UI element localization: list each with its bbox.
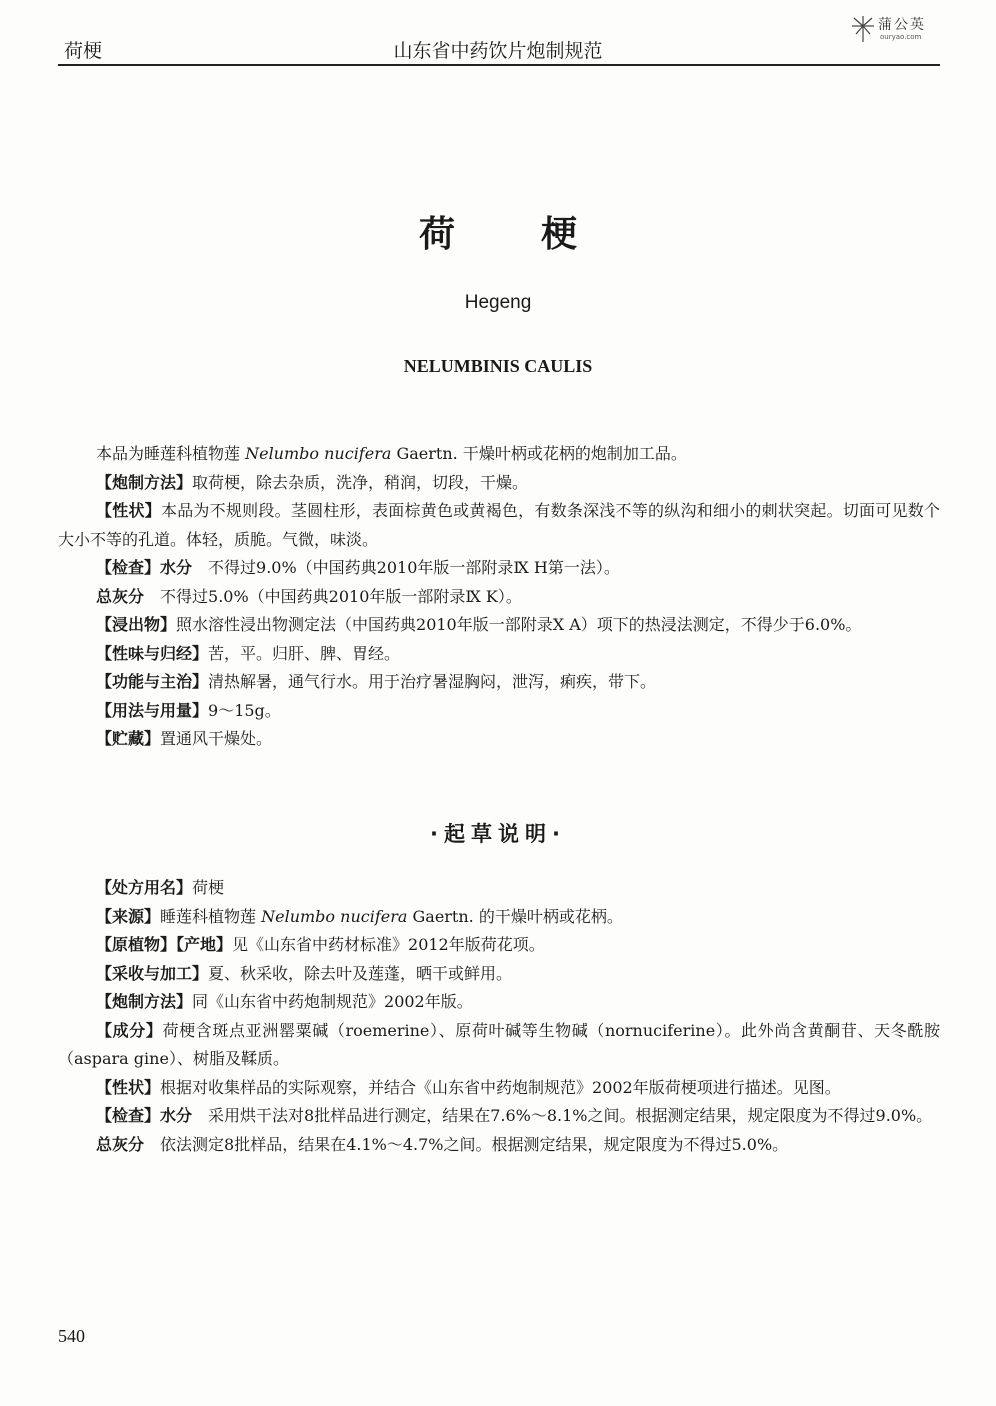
check-water-paragraph: 【检查】水分 不得过9.0%（中国药典2010年版一部附录Ⅸ H第一法）。 — [96, 558, 620, 577]
logo-text: 蒲公英 — [878, 17, 926, 33]
entry-pinyin: Hegeng — [464, 292, 532, 313]
harvest-paragraph: 【采收与加工】夏、秋采收，除去叶及莲蓬，晒干或鲜用。 — [96, 963, 513, 983]
usage-paragraph: 【用法与用量】9～15g。 — [96, 700, 281, 720]
storage-paragraph: 【贮藏】置通风干燥处。 — [96, 729, 273, 748]
entry-latin-name: NELUMBINIS CAULIS — [403, 356, 593, 376]
running-header-title: 山东省中药饮片炮制规范 — [393, 40, 603, 62]
intro-paragraph: 本品为睡莲科植物莲 Nelumbo nucifera Gaertn. 干燥叶柄或花柄的炮制加工品。 — [96, 444, 687, 463]
origin-paragraph: 【原植物】【产地】见《山东省中药材标准》2012年版荷花项。 — [96, 935, 545, 954]
nature-paragraph: 【性味与归经】苦，平。归肝、脾、胃经。 — [96, 643, 401, 663]
species-name: Nelumbo nucifera — [261, 906, 408, 926]
extract-paragraph: 【浸出物】照水溶性浸出物测定法（中国药典2010年版一部附录Ⅹ A）项下的热浸法测定，不得少于6.0%。 — [96, 615, 862, 634]
character-paragraph: 【性状】根据对收集样品的实际观察，并结合《山东省中药炮制规范》2002年版荷梗项进行描述。见图。 — [96, 1077, 841, 1097]
site-logo — [850, 14, 946, 48]
function-paragraph: 【功能与主治】清热解暑，通气行水。用于治疗暑湿胸闷，泄泻，痢疾，带下。 — [96, 672, 657, 691]
character-paragraph: 【性状】本品为不规则段。茎圆柱形，表面棕黄色或黄褐色，有数条深浅不等的纵沟和细小的刺状突起。切面可见数个大小不等的孔道。体轻，质脆。气微，味淡。 — [58, 501, 940, 549]
source-paragraph: 【来源】睡莲科植物莲 Nelumbo nucifera Gaertn. 的干燥叶柄或花柄。 — [96, 906, 623, 926]
name-paragraph: 【处方用名】荷梗 — [96, 878, 225, 897]
check-ash-paragraph: 总灰分 不得过5.0%（中国药典2010年版一部附录Ⅸ K）。 — [96, 586, 522, 606]
logo-url: ouryao.com — [880, 33, 922, 41]
check-water-paragraph: 【检查】水分 采用烘干法对8批样品进行测定，结果在7.6%～8.1%之间。根据测定结果，规定限度为不得过9.0%。 — [96, 1106, 933, 1125]
components-paragraph: 【成分】荷梗含斑点亚洲罂粟碱（roemerine）、原荷叶碱等生物碱（nornuciferine）。此外尚含黄酮苷、天冬酰胺（aspara gine）、树脂及鞣质。 — [58, 1020, 940, 1068]
drafting-heading: ·起草说明· — [430, 822, 566, 846]
species-name: Nelumbo nucifera — [245, 444, 392, 463]
header-rule — [58, 64, 940, 66]
dandelion-icon — [850, 14, 876, 44]
standard-section — [58, 440, 940, 754]
check-ash-paragraph: 总灰分 依法测定8批样品，结果在4.1%～4.7%之间。根据测定结果，规定限度为不得过5.0%。 — [96, 1134, 789, 1154]
page-number: 540 — [58, 1326, 85, 1346]
entry-title: 荷梗 — [418, 214, 663, 255]
drafting-section — [58, 874, 940, 1159]
processing-paragraph: 【炮制方法】取荷梗，除去杂质，洗净，稍润，切段，干燥。 — [96, 472, 529, 492]
processing-paragraph: 【炮制方法】同《山东省中药炮制规范》2002年版。 — [96, 992, 473, 1011]
running-header-left: 荷梗 — [64, 40, 103, 62]
